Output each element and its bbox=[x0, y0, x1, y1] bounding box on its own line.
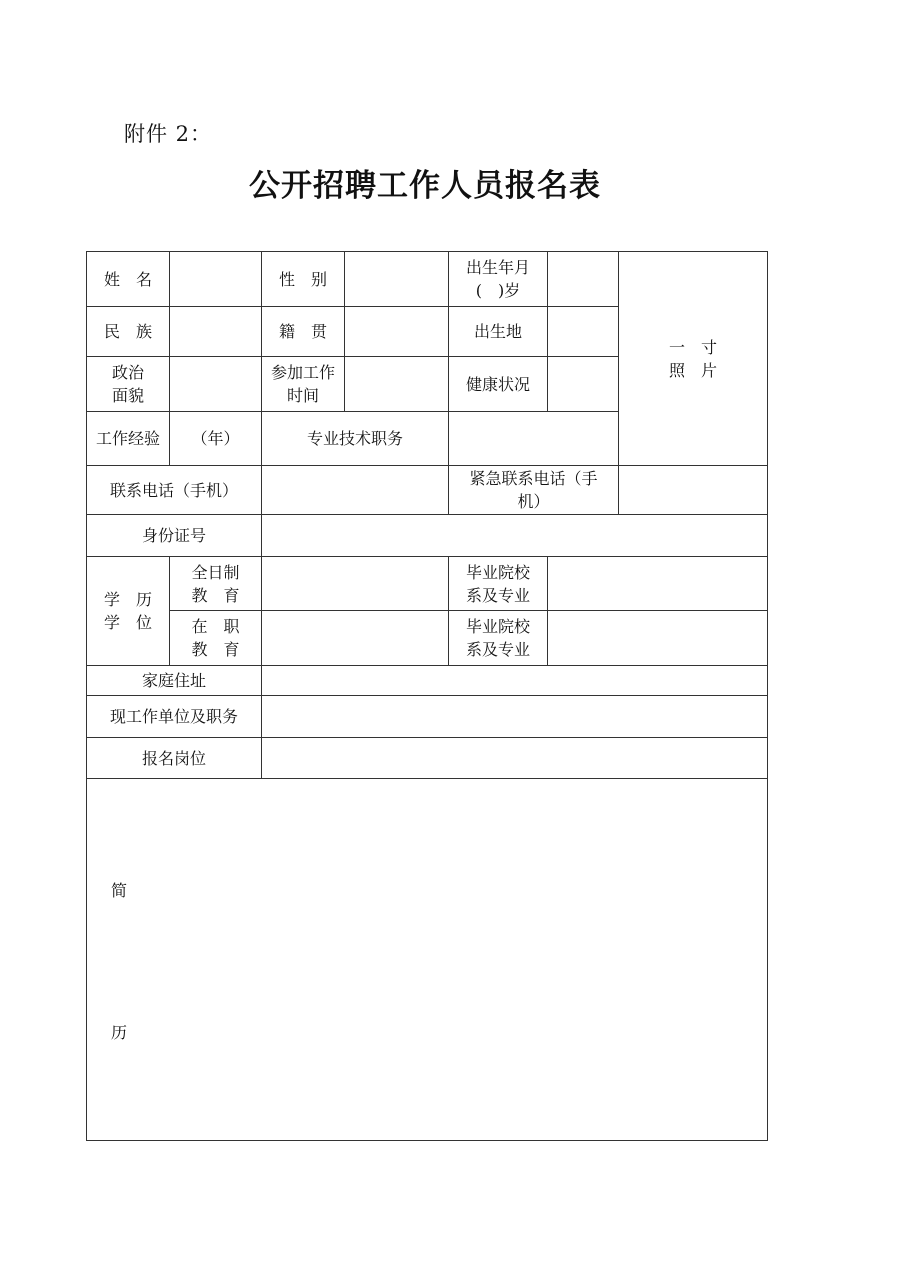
employer-label: 现工作单位及职务 bbox=[87, 696, 262, 738]
fulltime-label-line2: 教 育 bbox=[191, 585, 240, 605]
fulltime-school-field[interactable] bbox=[548, 557, 768, 611]
birth-field[interactable] bbox=[548, 252, 619, 307]
experience-label: 工作经验 bbox=[87, 412, 170, 466]
emergency-label-line2: 机） bbox=[517, 492, 550, 511]
health-label: 健康状况 bbox=[449, 357, 548, 412]
education-label-line1: 学 历 bbox=[103, 590, 152, 609]
inservice-school-field[interactable] bbox=[548, 611, 768, 666]
resume-label-char1: 简 bbox=[110, 881, 127, 900]
photo-label-line2: 照 片 bbox=[668, 360, 717, 380]
registration-form-table bbox=[86, 251, 768, 1141]
political-field[interactable] bbox=[170, 357, 262, 412]
inservice-edu-field[interactable] bbox=[262, 611, 449, 666]
position-field[interactable] bbox=[262, 738, 768, 779]
resume-field[interactable] bbox=[170, 779, 768, 1141]
id-number-label: 身份证号 bbox=[87, 515, 262, 557]
emergency-phone-label bbox=[449, 466, 619, 515]
professional-title-field[interactable] bbox=[449, 412, 619, 466]
form-title: 公开招聘工作人员报名表 bbox=[249, 168, 601, 204]
fulltime-school-line1: 毕业院校 bbox=[465, 562, 530, 582]
inservice-school-line1: 毕业院校 bbox=[465, 617, 530, 636]
phone-label: 联系电话（手机） bbox=[87, 466, 262, 515]
id-number-field[interactable] bbox=[262, 515, 768, 557]
work-start-label-line2: 时间 bbox=[286, 386, 319, 405]
inservice-school-line2: 系及专业 bbox=[465, 640, 530, 659]
fulltime-label-line1: 全日制 bbox=[191, 562, 240, 582]
position-label: 报名岗位 bbox=[87, 738, 262, 779]
gender-label: 性 别 bbox=[262, 252, 345, 307]
home-address-field[interactable] bbox=[262, 666, 768, 696]
work-start-label bbox=[262, 357, 345, 412]
health-field[interactable] bbox=[548, 357, 619, 412]
inservice-edu-label bbox=[170, 611, 262, 666]
inservice-label-line2: 教 育 bbox=[191, 640, 240, 659]
fulltime-edu-label bbox=[170, 557, 262, 611]
resume-label bbox=[87, 779, 170, 1141]
employer-field[interactable] bbox=[262, 696, 768, 738]
emergency-phone-field[interactable] bbox=[619, 466, 768, 515]
education-label bbox=[87, 557, 170, 666]
photo-label-line1: 一 寸 bbox=[668, 337, 717, 357]
photo-box[interactable] bbox=[619, 252, 768, 466]
native-place-field[interactable] bbox=[345, 307, 449, 357]
ethnicity-field[interactable] bbox=[170, 307, 262, 357]
birthplace-field[interactable] bbox=[548, 307, 619, 357]
native-place-label: 籍 贯 bbox=[262, 307, 345, 357]
education-label-line2: 学 位 bbox=[103, 613, 152, 632]
birth-label-line1: 出生年月 bbox=[465, 258, 530, 277]
name-label: 姓 名 bbox=[87, 252, 170, 307]
birthplace-label: 出生地 bbox=[449, 307, 548, 357]
attachment-number: 附件 2： bbox=[124, 122, 213, 146]
work-start-field[interactable] bbox=[345, 357, 449, 412]
political-label bbox=[87, 357, 170, 412]
phone-field[interactable] bbox=[262, 466, 449, 515]
fulltime-edu-field[interactable] bbox=[262, 557, 449, 611]
experience-unit[interactable]: （年） bbox=[170, 412, 262, 466]
emergency-label-line1: 紧急联系电话（手 bbox=[469, 469, 598, 488]
gender-field[interactable] bbox=[345, 252, 449, 307]
home-address-label: 家庭住址 bbox=[87, 666, 262, 696]
fulltime-school-line2: 系及专业 bbox=[465, 585, 530, 605]
name-field[interactable] bbox=[170, 252, 262, 307]
birth-label-line2: ( )岁 bbox=[475, 281, 521, 300]
political-label-line1: 政治 bbox=[111, 363, 144, 382]
fulltime-school-label bbox=[449, 557, 548, 611]
work-start-label-line1: 参加工作 bbox=[270, 363, 335, 382]
political-label-line2: 面貌 bbox=[111, 386, 144, 405]
inservice-school-label bbox=[449, 611, 548, 666]
ethnicity-label: 民 族 bbox=[87, 307, 170, 357]
inservice-label-line1: 在 职 bbox=[191, 617, 240, 636]
birth-label bbox=[449, 252, 548, 307]
professional-title-label: 专业技术职务 bbox=[262, 412, 449, 466]
resume-label-char2: 历 bbox=[110, 1023, 127, 1042]
